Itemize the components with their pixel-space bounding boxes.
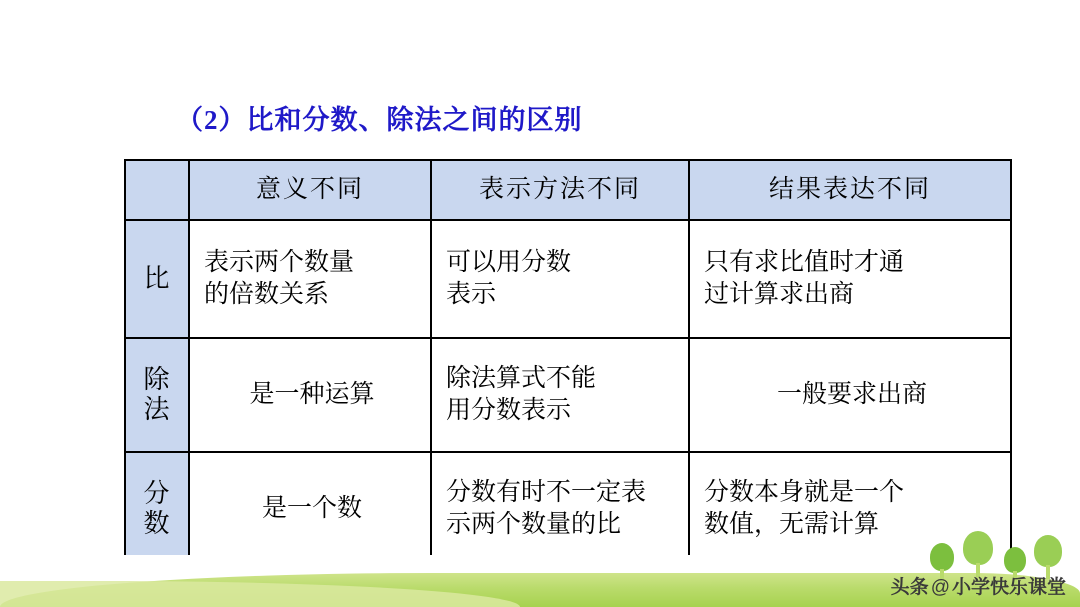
- watermark-source: 头条: [890, 577, 929, 598]
- cell-line: 过计算求出商: [704, 281, 855, 308]
- footer-decoration: [0, 555, 1080, 607]
- watermark-separator: @: [930, 577, 950, 598]
- cell-line: 分数本身就是一个: [704, 479, 905, 506]
- column-header-meaning: 意义不同: [189, 160, 431, 220]
- watermark: [891, 572, 1066, 599]
- page-title: （2）比和分数、除法之间的区别: [176, 105, 583, 135]
- cell-division-meaning: [189, 338, 431, 452]
- cell-line: 的倍数关系: [204, 281, 330, 308]
- table-corner-cell: [125, 160, 189, 220]
- comparison-table-wrapper: [124, 159, 1010, 567]
- cell-line: 表示两个数量: [204, 249, 355, 276]
- cell-line: 一般要求出商: [776, 381, 927, 408]
- watermark-account: 小学快乐课堂: [951, 577, 1066, 598]
- cell-line: 是一个数: [261, 495, 362, 522]
- tree-crown: [1004, 547, 1026, 573]
- column-header-representation: 表示方法不同: [431, 160, 689, 220]
- tree-crown: [930, 543, 954, 571]
- cell-fraction-meaning: [189, 452, 431, 566]
- row-header-ratio: 比: [125, 220, 189, 338]
- cell-line: 表示: [446, 281, 497, 308]
- cell-line: 是一种运算: [249, 381, 375, 408]
- cell-ratio-result: [689, 220, 1011, 338]
- cell-ratio-representation: [431, 220, 689, 338]
- cell-line: 可以用分数: [446, 249, 572, 276]
- row-header-fraction: 分数: [125, 452, 189, 566]
- cell-line: 除法算式不能: [446, 365, 597, 392]
- table-row: [125, 220, 1011, 338]
- cell-division-result: [689, 338, 1011, 452]
- cell-line: 用分数表示: [446, 397, 572, 424]
- cell-fraction-representation: [431, 452, 689, 566]
- table-header: [125, 160, 1011, 220]
- cell-line: 数值，无需计算: [704, 511, 880, 538]
- table-header-row: [125, 160, 1011, 220]
- column-header-result: 结果表达不同: [689, 160, 1011, 220]
- row-header-division: 除法: [125, 338, 189, 452]
- comparison-table: [124, 159, 1012, 567]
- tree-crown: [963, 531, 993, 565]
- table-row: [125, 338, 1011, 452]
- table-row: [125, 452, 1011, 566]
- cell-line: 只有求比值时才通: [704, 249, 905, 276]
- tree-icon: [963, 531, 993, 577]
- cell-line: 分数有时不一定表: [446, 479, 647, 506]
- tree-crown: [1034, 535, 1062, 567]
- cell-ratio-meaning: [189, 220, 431, 338]
- cell-line: 示两个数量的比: [446, 511, 622, 538]
- table-body: [125, 220, 1011, 566]
- cell-division-representation: [431, 338, 689, 452]
